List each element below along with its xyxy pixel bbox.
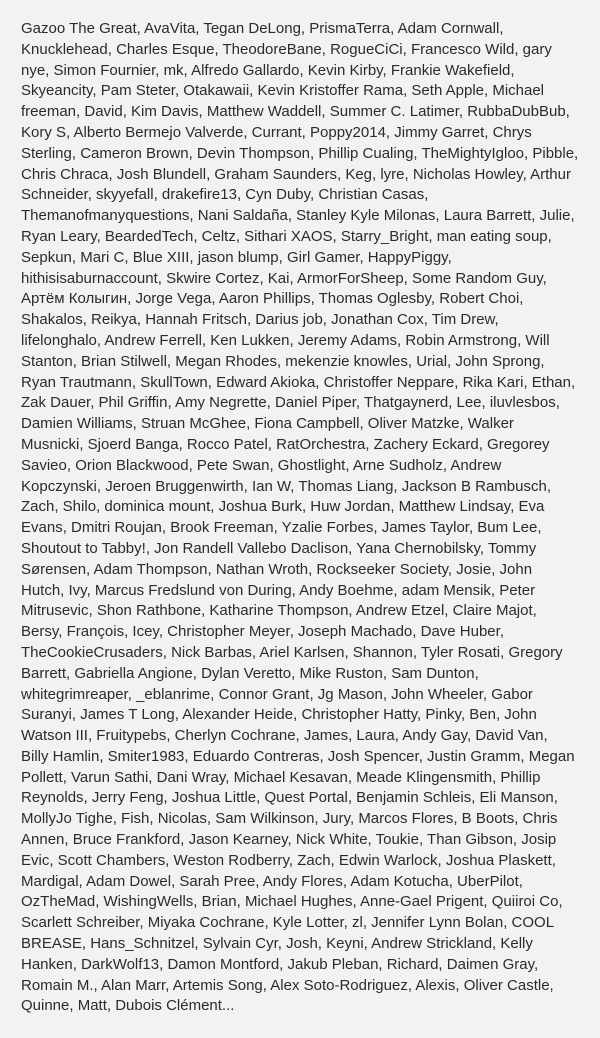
backer-names-list: Gazoo The Great, AvaVita, Tegan DeLong, PrismaTerra, Adam Cornwall, Knucklehead, Charles Esque, TheodoreBane, RogueCiCi, Francesco Wild, gary nye, Simon Fournier, mk, Alfredo Gallardo, Kevin Kirby, Frankie Wakefield, Skyeancity, Pam Steter, Otakawaii, Kevin Kristoffer Rama, Seth Apple, Michael freeman, David, Kim Davis, Matthew Waddell, Summer C. Latimer, RubbaDubBub, Kory S, Alberto Bermejo Valverde, Currant, Poppy2014, Jimmy Garret, Chrys Sterling, Cameron Brown, Devin Thompson, Phillip Cualing, TheMightyIgloo, Pibble, Chris Chraca, Josh Blundell, Graham Saunders, Keg, lyre, Nicholas Howley, Arthur Schneider, skyyefall, drakefire13, Cyn Duby, Christian Casas, Themanofmanyquestions, Nani Saldaña, Stanley Kyle Milonas, Laura Barrett, Julie, Ryan Leary, BeardedTech, Celtz, Sithari XAOS, Starry_Bright, man eating soup, Sepkun, Mari C, Blue XIII, jason blump, Girl Gamer, HappyPiggy, hithisisaburnaccount, Skwire Cortez, Kai, ArmorForSheep, Some Random Guy, Артём Колыгин, Jorge Vega, Aaron Phillips, Thomas Oglesby, Robert Choi, Shakalos, Reikya, Hannah Fritsch, Darius job, Jonathan Cox, Tim Drew, lifelonghalo, Andrew Ferrell, Ken Lukken, Jeremy Adams, Robin Armstrong, Will Stanton, Brian Stilwell, Megan Rhodes, mekenzie knowles, Urial, John Sprong, Ryan Trautmann, SkullTown, Edward Akioka, Christoffer Neppare, Rika Kari, Ethan, Zak Dauer, Phil Griffin, Amy Negrette, Daniel Piper, Thatgaynerd, Lee, iluvlesbos, Damien Williams, Struan McGhee, Fiona Campbell, Oliver Matzke, Walker Musnicki, Sjoerd Banga, Rocco Patel, RatOrchestra, Zachery Eckard, Gregorey Savieo, Orion Blackwood, Pete Swan, Ghostlight, Arne Sudholz, Andrew Kopczynski, Jeroen Bruggenwirth, Ian W, Thomas Liang, Jackson B Rambusch, Zach, Shilo, dominica mount, Joshua Burk, Huw Jordan, Matthew Lindsay, Eva Evans, Dmitri Roujan, Brook Freeman, Yzalie Forbes, James Taylor, Bum Lee, Shoutout to Tabby!, Jon Randell Vallebo Daclison, Yana Chernobilsky, Tommy Sørensen, Adam Thompson, Nathan Wroth, Rockseeker Society, Josie, John Hutch, Ivy, Marcus Fredslund von During, Andy Boehme, adam Mensik, Peter Mitrusevic, Shon Rathbone, Katharine Thompson, Andrew Etzel, Claire Majot, Bersy, François, Icey, Christopher Meyer, Joseph Machado, Dave Huber, TheCookieCrusaders, Nick Barbas, Ariel Karlsen, Shannon, Tyler Rosati, Gregory Barrett, Gabriella Angione, Dylan Veretto, Mike Ruston, Sam Dunton, whitegrimreaper, _eblanrime, Connor Grant, Jg Mason, John Wheeler, Gabor Suranyi, James T Long, Alexander Heide, Christopher Hatty, Pinky, Ben, John Watson III, Fruitypebs, Cherlyn Cochrane, James, Laura, Andy Gay, David Van, Billy Hamlin, Smiter1983, Eduardo Contreras, Josh Spencer, Justin Gramm, Megan Pollett, Varun Sathi, Dani Wray, Michael Kesavan, Meade Klingensmith, Phillip Reynolds, Jerry Feng, Joshua Little, Quest Portal, Benjamin Schleis, Eli Manson, MollyJo Tighe, Fish, Nicolas, Sam Wilkinson, Jury, Marcos Flores, B Boots, Chris Annen, Bruce Frankford, Jason Kearney, Nick White, Toukie, Than Gibson, Josip Evic, Scott Chambers, Weston Rodberry, Zach, Edwin Warlock, Joshua Plaskett, Mardigal, Adam Dowel, Sarah Pree, Andy Flores, Adam Kotucha, UberPilot, OzTheMad, WishingWells, Brian, Michael Hughes, Anne-Gael Prigent, Quiiroi Co, Scarlett Schreiber, Miyaka Cochrane, Kyle Lotter, zl, Jennifer Lynn Bolan, COOL BREASE, Hans_Schnitzel, Sylvain Cyr, Josh, Keyni, Andrew Strickland, Kelly Hanken, DarkWolf13, Damon Montford, Jakub Pleban, Richard, Daimen Gray, Romain M., Alan Marr, Artemis Song, Alex Soto-Rodriguez, Alexis, Oliver Castle, Quinne, Matt, Dubois Clément... xyxy=(21,20,579,1015)
